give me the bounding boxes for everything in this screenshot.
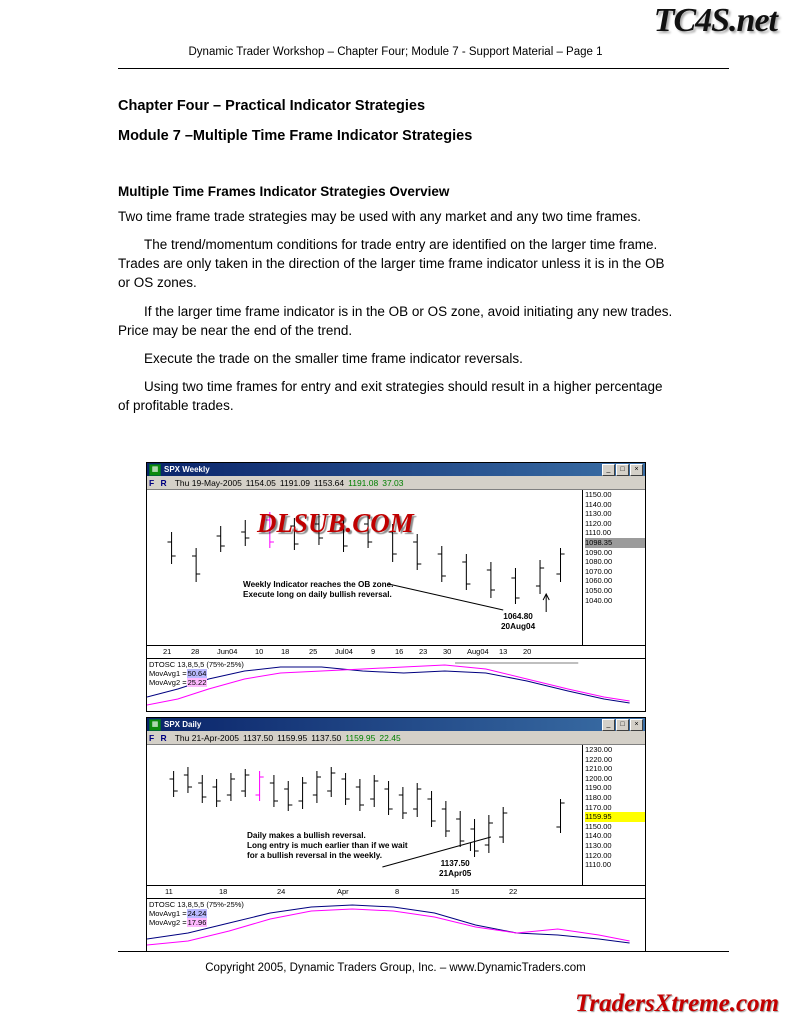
price-tick: 1040.00	[585, 595, 613, 605]
plot-wrap-weekly	[147, 490, 645, 645]
price-tick: 1230.00	[585, 745, 613, 754]
quote-open-weekly: 1154.05	[245, 477, 276, 488]
quote-low-daily: 1137.50	[311, 732, 342, 743]
indicator-name: DTOSC 13,8,5,5 (75%-25%)	[149, 660, 244, 669]
price-callout-weekly: 1064.80 20Aug04	[501, 612, 536, 631]
titlebar-weekly	[147, 463, 645, 476]
price-tick: 1080.00	[585, 557, 613, 567]
page-subtitle: Module 7 –Multiple Time Frame Indicator Strategies	[118, 128, 473, 144]
date-tick: Jun04	[217, 647, 238, 656]
footer-copyright: Copyright 2005, Dynamic Traders Group, Inc. – www.DynamicTraders.com	[205, 962, 586, 974]
fr-toolbar-daily[interactable]: F R	[149, 732, 169, 743]
price-tick: 1110.00	[585, 528, 611, 538]
price-tick-highlight: 1098.35	[585, 538, 645, 548]
date-tick: 9	[371, 647, 376, 656]
quote-bar-weekly	[147, 476, 645, 490]
price-tick-highlight: 1159.95	[585, 812, 645, 822]
annotation-weekly: Weekly Indicator reaches the OB zone. Execute long on daily bullish reversal.	[243, 580, 394, 599]
section-heading: Multiple Time Frames Indicator Strategies Overview	[118, 184, 450, 199]
quote-open-daily: 1137.50	[242, 732, 274, 743]
quote-change-daily: 22.45	[379, 732, 401, 743]
date-tick: 22	[509, 887, 518, 896]
price-callout-daily: 1137.50 21Apr05	[439, 859, 472, 878]
window-buttons-daily	[602, 719, 643, 731]
quote-date-daily: Thu 21-Apr-2005	[174, 732, 239, 743]
price-tick: 1190.00	[585, 783, 612, 793]
date-tick: 18	[281, 647, 290, 656]
date-tick: 20	[523, 647, 532, 656]
movavg2-label: MovAvg2 =	[149, 678, 187, 687]
window-buttons-weekly	[602, 464, 643, 476]
price-tick: 1140.00	[585, 831, 612, 841]
quote-date-weekly: Thu 19-May-2005	[174, 477, 242, 488]
date-axis-weekly	[147, 645, 645, 658]
price-axis-daily	[583, 745, 645, 885]
paragraph-5: Using two time frames for entry and exit strategies should result in a higher percentage of profitable trades.	[118, 379, 663, 414]
quote-close-weekly: 1191.08	[348, 477, 379, 488]
paragraph-2: The trend/momentum conditions for trade entry are identified on the larger time frame. Trades are only taken in the direction of the larger time frame indicator unless it is in the OB or OS zones.	[118, 237, 665, 291]
window-title-daily: SPX Daily	[164, 720, 202, 729]
minimize-icon[interactable]: _	[602, 719, 615, 731]
price-plot-weekly	[147, 490, 583, 645]
movavg2-label: MovAvg2 =	[149, 918, 187, 927]
titlebar-daily	[147, 718, 645, 731]
price-tick: 1070.00	[585, 566, 613, 576]
minimize-icon[interactable]: _	[602, 464, 615, 476]
date-tick: Aug04	[467, 647, 489, 656]
quote-low-weekly: 1153.64	[314, 477, 345, 488]
quote-high-daily: 1159.95	[277, 732, 308, 743]
date-tick: 28	[191, 647, 200, 656]
price-tick: 1180.00	[585, 792, 612, 802]
indicator-name: DTOSC 13,8,5,5 (75%-25%)	[149, 900, 244, 909]
close-icon[interactable]: ×	[630, 464, 643, 476]
plot-wrap-daily	[147, 745, 645, 885]
watermark-top: TC4S.net	[653, 2, 777, 39]
date-tick: 23	[419, 647, 428, 656]
page-title: Chapter Four – Practical Indicator Strategies	[118, 98, 426, 114]
date-tick: 10	[255, 647, 264, 656]
price-plot-daily	[147, 745, 583, 885]
maximize-icon[interactable]: □	[616, 464, 629, 476]
quote-change-weekly: 37.03	[382, 477, 404, 488]
date-tick: 21	[163, 647, 172, 656]
footer-rule	[118, 951, 729, 952]
paragraph-4: Execute the trade on the smaller time frame indicator reversals.	[144, 350, 523, 366]
date-tick: 30	[443, 647, 452, 656]
price-tick: 1130.00	[585, 840, 612, 850]
movavg1-value: 24.24	[187, 909, 207, 918]
price-tick: 1060.00	[585, 576, 613, 586]
fr-toolbar-weekly[interactable]: F R	[149, 477, 169, 488]
chart-icon: ▦	[149, 464, 161, 476]
price-tick: 1140.00	[585, 499, 612, 509]
chart-window-weekly	[146, 462, 646, 712]
watermark-bottom: TradersXtreme.com	[575, 990, 779, 1017]
quote-close-daily: 1159.95	[345, 732, 376, 743]
document-content	[118, 90, 674, 424]
price-tick: 1110.00	[585, 860, 611, 870]
price-tick: 1150.00	[585, 821, 612, 831]
chart-icon: ▦	[149, 719, 161, 731]
price-tick: 1210.00	[585, 764, 613, 774]
date-tick: 25	[309, 647, 318, 656]
close-icon[interactable]: ×	[630, 719, 643, 731]
charts-figure	[146, 462, 646, 957]
date-tick: 16	[395, 647, 404, 656]
price-tick: 1050.00	[585, 585, 613, 595]
date-tick: 15	[451, 887, 460, 896]
annotation-daily: Daily makes a bullish reversal. Long entry is much earlier than if we wait for a bullish reversal in the weekly.	[247, 831, 408, 860]
date-tick: 8	[395, 887, 400, 896]
price-tick: 1120.00	[585, 518, 612, 528]
price-tick: 1220.00	[585, 754, 613, 764]
price-tick: 1200.00	[585, 773, 613, 783]
indicator-panel-daily	[147, 898, 645, 951]
header-rule	[118, 68, 729, 69]
date-tick: 18	[219, 887, 228, 896]
date-axis-daily	[147, 885, 645, 898]
paragraph-3: If the larger time frame indicator is in the OB or OS zone, avoid initiating any new trades. Price may be near the end of the trend.	[118, 303, 673, 338]
window-title-weekly: SPX Weekly	[164, 465, 210, 474]
movavg1-value: 50.64	[187, 669, 207, 678]
quote-bar-daily	[147, 731, 645, 745]
date-tick: Jul04	[335, 647, 353, 656]
quote-high-weekly: 1191.09	[279, 477, 311, 488]
movavg1-label: MovAvg1 =	[149, 909, 187, 918]
date-tick: 24	[277, 887, 286, 896]
price-tick: 1130.00	[585, 509, 612, 519]
running-head: Dynamic Trader Workshop – Chapter Four; Module 7 - Support Material – Page 1	[188, 46, 603, 58]
date-tick: 11	[165, 887, 173, 896]
price-tick: 1090.00	[585, 547, 613, 557]
paragraph-1: Two time frame trade strategies may be used with any market and any two time frames.	[118, 209, 641, 224]
date-tick: Apr	[337, 887, 349, 896]
indicator-labels-weekly	[149, 660, 244, 687]
movavg1-label: MovAvg1 =	[149, 669, 187, 678]
price-tick: 1120.00	[585, 850, 612, 860]
price-axis-weekly	[583, 490, 645, 645]
price-tick: 1170.00	[585, 802, 612, 812]
price-tick: 1150.00	[585, 490, 612, 499]
watermark-chart: DLSUB.COM	[257, 508, 414, 538]
price-bars-daily	[147, 745, 582, 885]
maximize-icon[interactable]: □	[616, 719, 629, 731]
movavg2-value: 17.96	[187, 918, 207, 927]
chart-window-daily	[146, 717, 646, 952]
indicator-labels-daily	[149, 900, 244, 927]
movavg2-value: 25.22	[187, 678, 207, 687]
indicator-panel-weekly	[147, 658, 645, 711]
date-tick: 13	[499, 647, 508, 656]
